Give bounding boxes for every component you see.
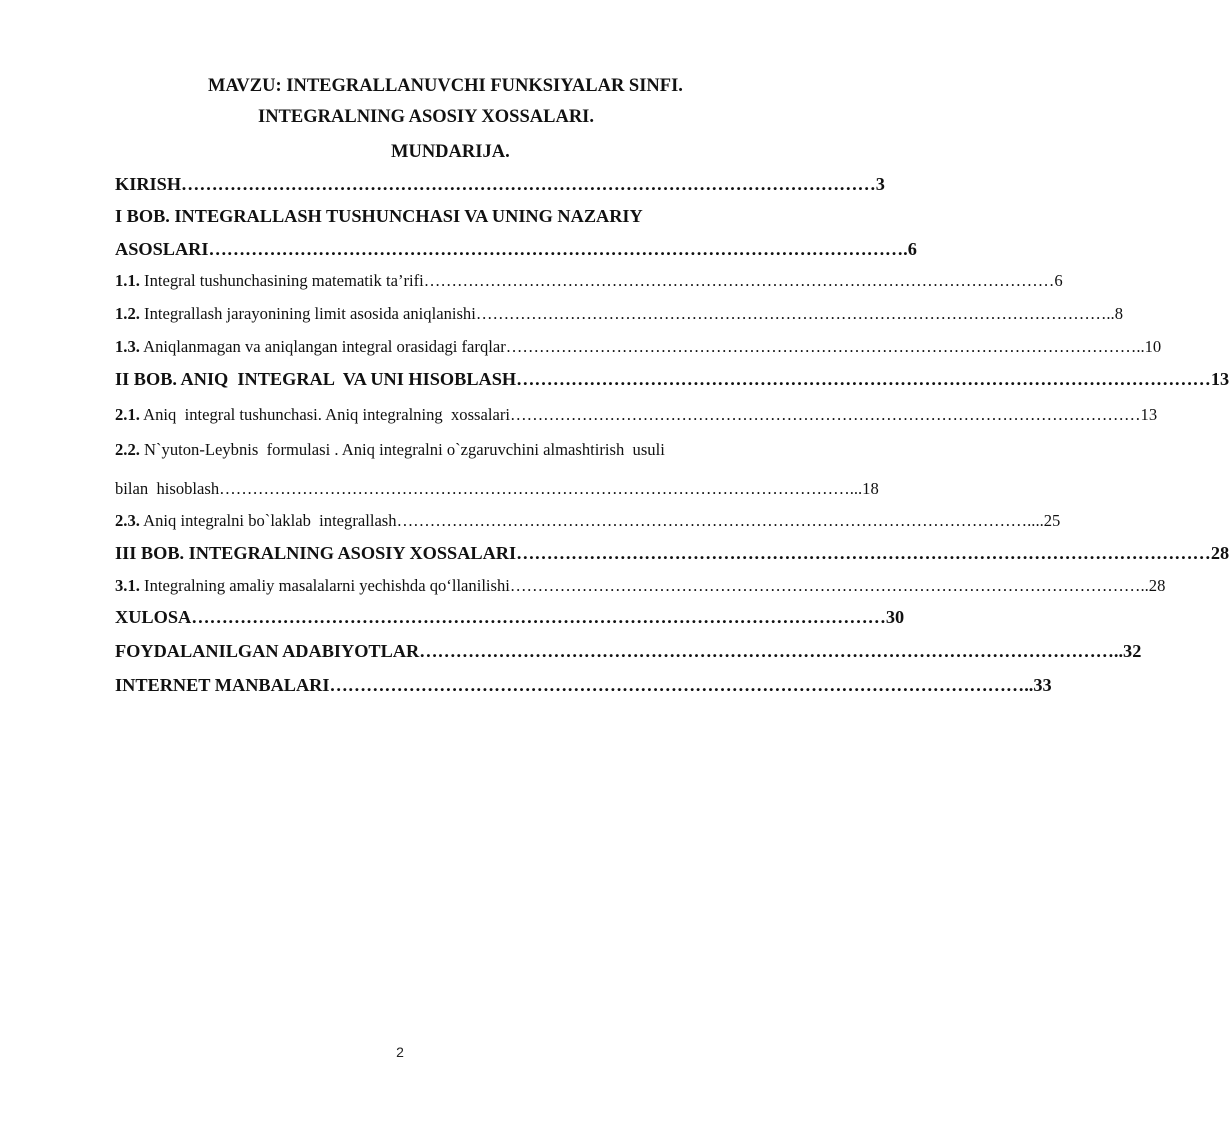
toc-leader-dots: …………………………………………………………………………………………………… (423, 271, 1055, 290)
toc-item-2-2-line2 (115, 479, 879, 499)
toc-item-internet (115, 675, 1052, 696)
toc-item-label: XULOSA (115, 607, 192, 627)
page-number: 2 (396, 1044, 404, 1060)
toc-item-3-1 (115, 576, 1166, 596)
toc-item-number: 2.1. (115, 405, 140, 424)
toc-item-page: ..8 (1106, 304, 1123, 323)
toc-item-number: 2.2. (115, 440, 140, 459)
toc-item-label: II BOB. ANIQ INTEGRAL VA UNI HISOBLASH (115, 369, 517, 389)
contents-heading: MUNDARIJA. (391, 142, 510, 162)
toc-item-label: Aniq integralni bo`laklab integrallash (139, 511, 397, 530)
toc-item-label: Integrallash jarayonining limit asosida aniqlanishi (139, 304, 476, 323)
toc-item-xulosa (115, 607, 905, 628)
toc-item-label: Integral tushunchasining matematik ta’rifi (139, 271, 424, 290)
toc-item-page: ..28 (1140, 576, 1166, 595)
toc-item-label: Aniq integral tushunchasi. Aniq integralning xossalari (139, 405, 510, 424)
toc-item-number: 1.1. (115, 271, 140, 290)
toc-leader-dots: …………………………………………………………………………………………………… (516, 543, 1211, 563)
toc-item-1-3 (115, 337, 1162, 357)
toc-item-page: ..32 (1113, 641, 1142, 661)
title-line-1: MAVZU: INTEGRALLANUVCHI FUNKSIYALAR SINFI. (208, 76, 683, 96)
title-line-2: INTEGRALNING ASOSIY XOSSALARI. (258, 107, 594, 127)
toc-item-page: 13 (1210, 369, 1229, 389)
toc-item-number: 1.3. (115, 337, 140, 356)
toc-leader-dots: …………………………………………………………………………………………………… (329, 675, 1025, 695)
toc-leader-dots: …………………………………………………………………………………………………… (516, 369, 1211, 389)
toc-leader-dots: …………………………………………………………………………………………………… (181, 174, 876, 194)
toc-item-page: ....25 (1027, 511, 1061, 530)
toc-item-label: FOYDALANILGAN ADABIYOTLAR (115, 641, 420, 661)
toc-item-2-3 (115, 511, 1061, 531)
toc-item-page: ..10 (1136, 337, 1162, 356)
toc-leader-dots: …………………………………………………………………………………………………… (505, 337, 1137, 356)
toc-leader-dots: …………………………………………………………………………………………………… (419, 641, 1114, 661)
toc-item-page: ..33 (1024, 675, 1052, 695)
toc-item-label: Integralning amaliy masalalarni yechishda qo‘llanilishi (139, 576, 510, 595)
toc-leader-dots: …………………………………………………………………………………………………… (191, 607, 886, 627)
toc-item-label: III BOB. INTEGRALNING ASOSIY XOSSALARI (115, 543, 517, 563)
toc-item-number: 3.1. (115, 576, 140, 595)
toc-item-label: Aniqlanmagan va aniqlangan integral orasidagi farqlar (139, 337, 506, 356)
toc-item-page: ...18 (849, 479, 879, 498)
toc-leader-dots: …………………………………………………………………………………………………… (475, 304, 1107, 323)
toc-item-page: 3 (875, 174, 885, 194)
toc-item-label: ASOSLARI (115, 239, 209, 259)
toc-item-1-1 (115, 271, 1063, 291)
toc-item-kirish (115, 174, 885, 195)
toc-leader-dots: …………………………………………………………………………………………………… (509, 405, 1141, 424)
toc-item-page: 13 (1140, 405, 1158, 424)
toc-item-bob1-line2 (115, 239, 917, 260)
toc-item-page: 6 (1054, 271, 1063, 290)
toc-item-label: INTERNET MANBALARI (115, 675, 330, 695)
toc-leader-dots: …………………………………………………………………………………………………… (509, 576, 1141, 595)
toc-item-2-2-line1 (115, 440, 740, 460)
toc-item-2-1 (115, 405, 1158, 425)
toc-item-number: 2.3. (115, 511, 140, 530)
toc-leader-dots: …………………………………………………………………………………………………… (208, 239, 904, 259)
toc-item-page: 28 (1210, 543, 1229, 563)
toc-item-bob2 (115, 369, 1229, 390)
toc-item-page: .6 (903, 239, 917, 259)
toc-leader-dots: …………………………………………………………………………………………………… (219, 479, 850, 498)
toc-item-label: N`yuton-Leybnis formulasi . Aniq integralni o`zgaruvchini almashtirish usuli (139, 440, 665, 459)
toc-item-page: 30 (885, 607, 905, 627)
toc-item-bob3 (115, 543, 1229, 564)
toc-item-label: KIRISH (115, 174, 182, 194)
toc-item-adabiyotlar (115, 641, 1142, 662)
toc-item-label: bilan hisoblash (115, 479, 220, 498)
toc-item-bob1-line1: I BOB. INTEGRALLASH TUSHUNCHASI VA UNING NAZARIY (115, 206, 643, 226)
toc-leader-dots: …………………………………………………………………………………………………… (396, 511, 1028, 530)
toc-item-number: 1.2. (115, 304, 140, 323)
toc-item-1-2 (115, 304, 1123, 324)
